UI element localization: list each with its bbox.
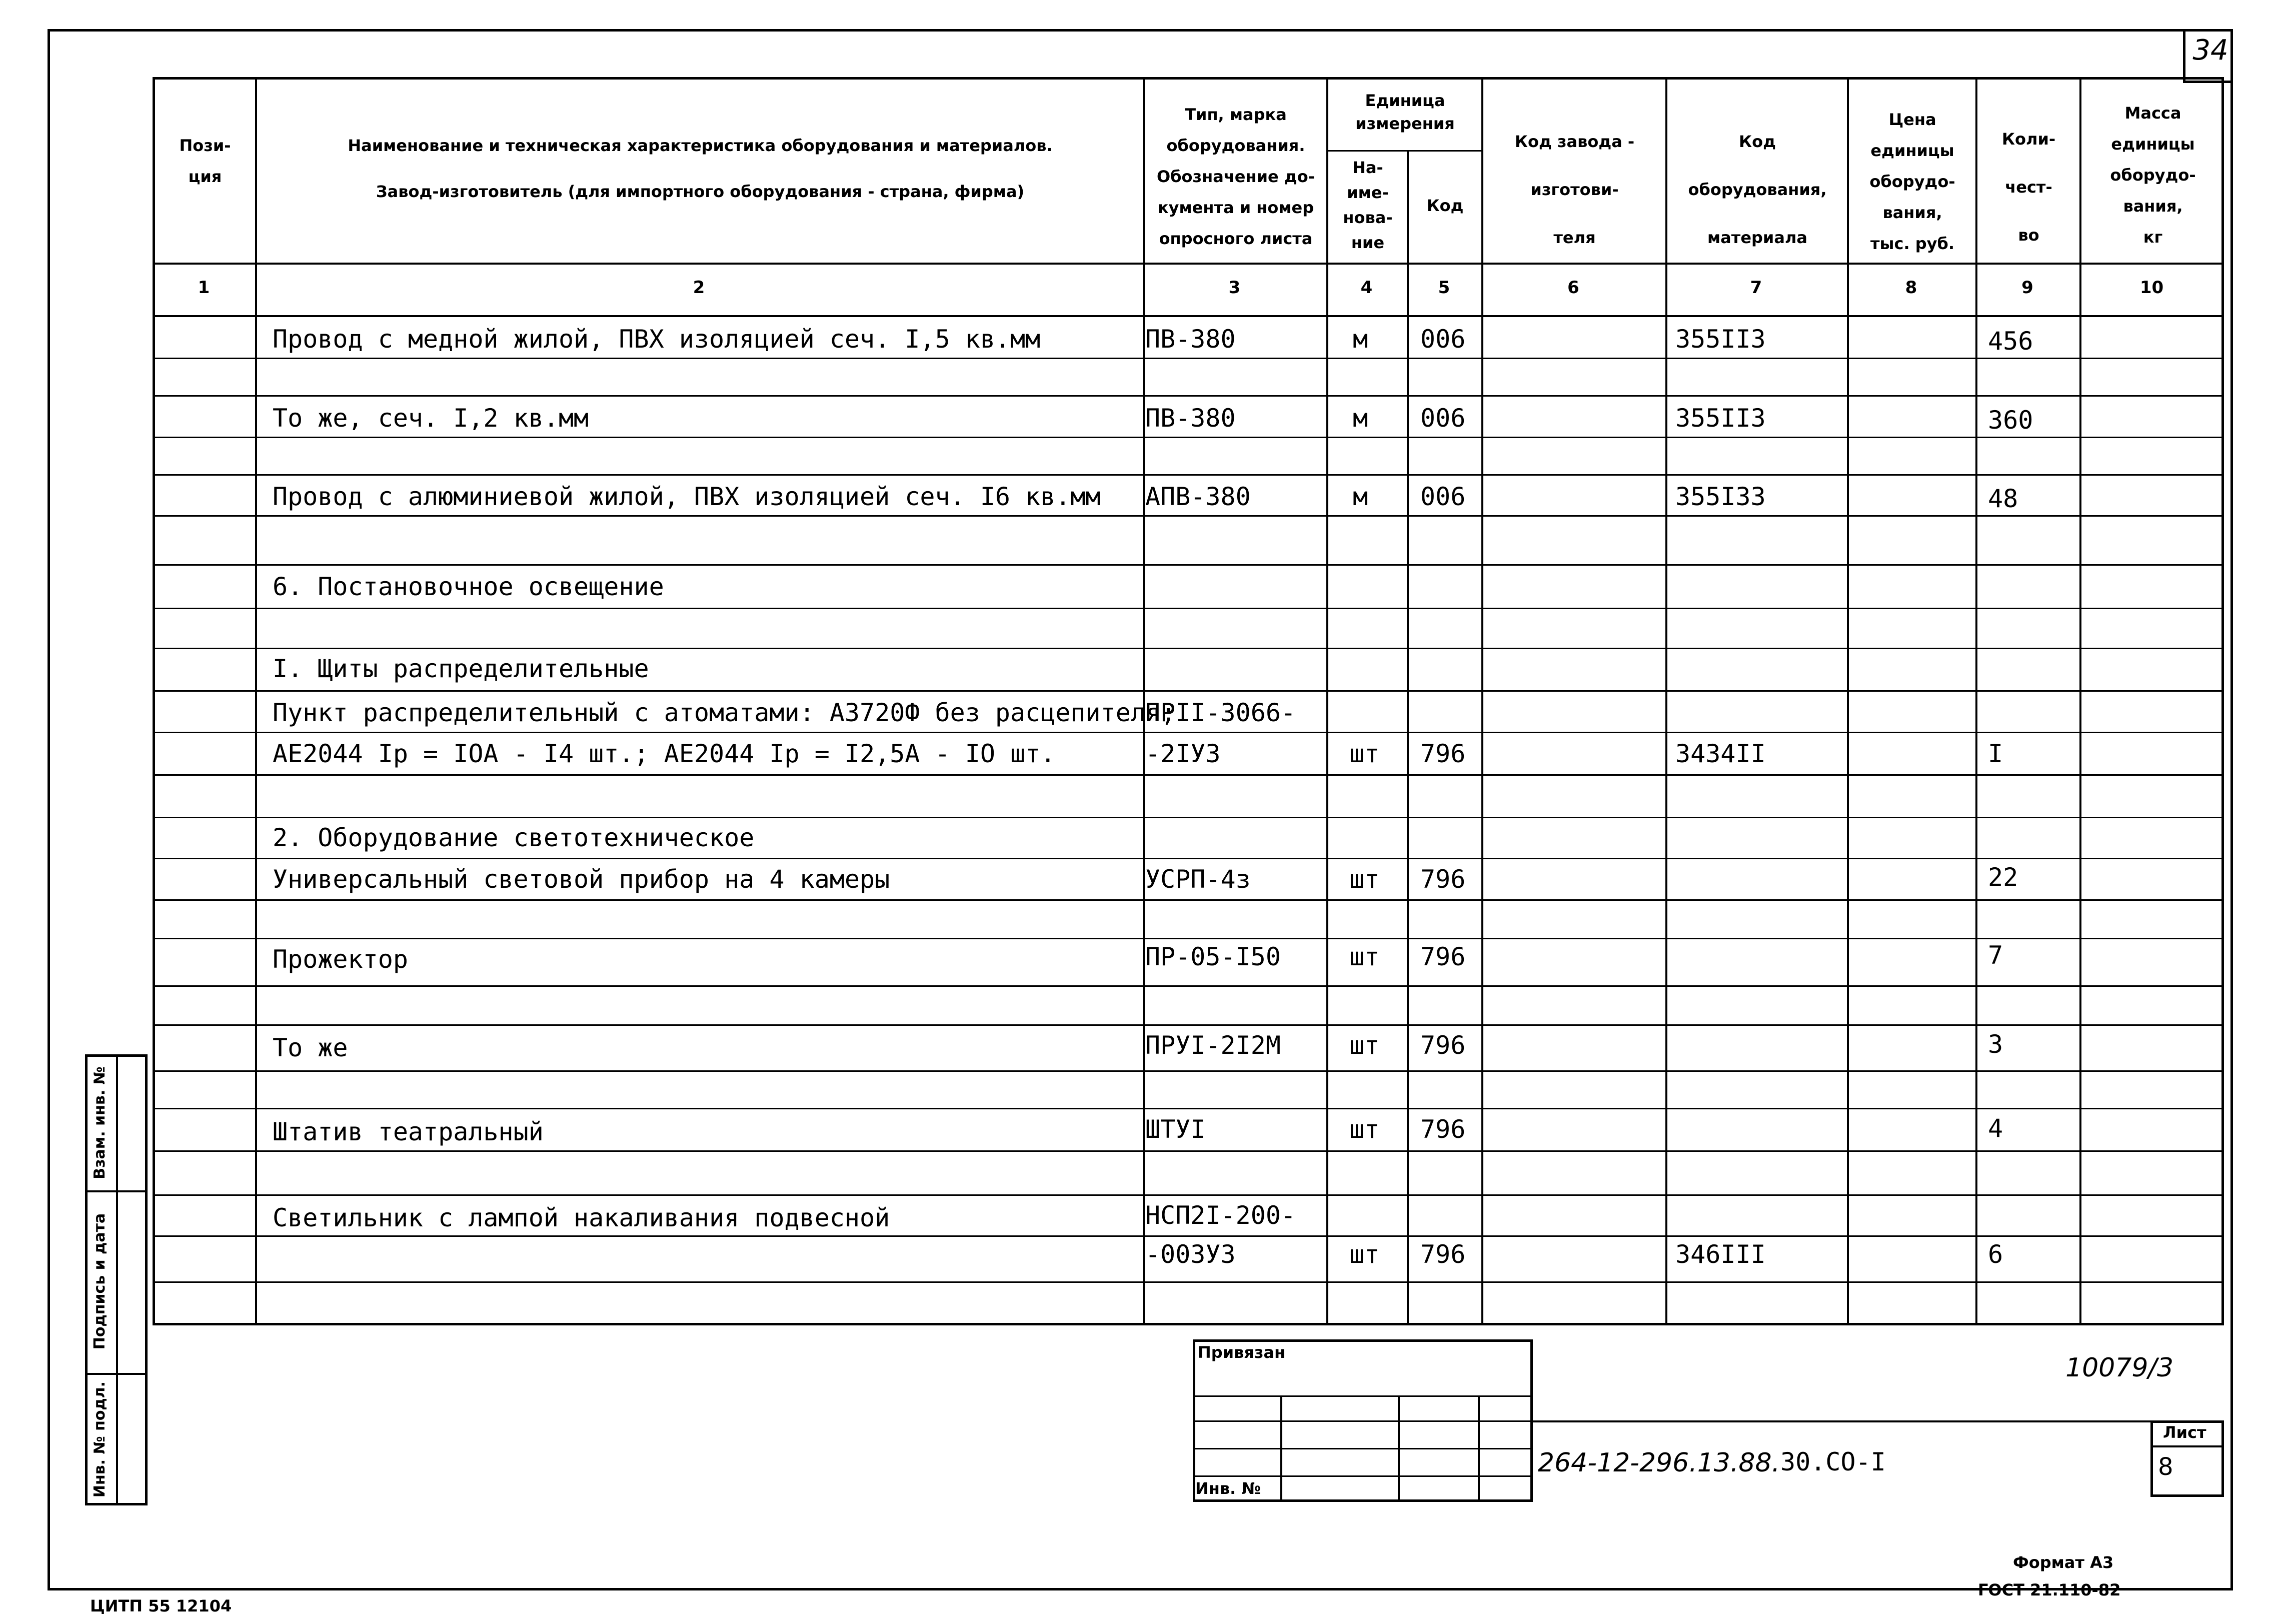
- row-quantity: 3: [1988, 1030, 2003, 1059]
- row-code: 006: [1420, 482, 1466, 511]
- side-label-replaced-inv: Взам. инв. №: [91, 1066, 109, 1179]
- section-heading: I. Щиты распределительные: [273, 654, 649, 683]
- row-name: Универсальный световой прибор на 4 камеры: [273, 865, 890, 894]
- row-code: 796: [1420, 739, 1466, 768]
- row-unit: шт: [1349, 865, 1380, 894]
- row-name: То же: [273, 1033, 348, 1062]
- row-unit: м: [1353, 482, 1368, 511]
- section-heading: 6. Постановочное освещение: [273, 572, 664, 601]
- row-name: То же, сеч. I,2 кв.мм: [273, 404, 589, 433]
- sheet-label: Лист: [2163, 1423, 2206, 1442]
- header-col1: Пози- ция: [179, 136, 231, 186]
- row-unit: м: [1353, 404, 1368, 433]
- row-type: ПРУI-2I2М: [1145, 1031, 1281, 1060]
- header-col8: Цена единицы оборудо- вания, тыс. руб.: [1869, 110, 1955, 253]
- row-code: 796: [1420, 865, 1466, 894]
- row-material-code: 3434II: [1675, 739, 1766, 768]
- colnum-6: 6: [1567, 278, 1579, 298]
- archive-number: 10079/3: [2065, 1353, 2174, 1383]
- row-type: УСРП-4з: [1145, 865, 1251, 894]
- row-type: ПВ-380: [1145, 325, 1236, 354]
- row-unit: шт: [1349, 1240, 1380, 1269]
- row-unit: шт: [1349, 1031, 1380, 1060]
- privyazan-label: Привязан: [1198, 1343, 1286, 1362]
- row-type: ПРII-3066-: [1145, 698, 1296, 727]
- row-name: Пункт распределительный с атоматами: А3720Ф без расцепителя;: [273, 698, 1176, 727]
- row-type: ПР-05-I50: [1145, 942, 1281, 971]
- row-type: -2IУ3: [1145, 739, 1221, 768]
- row-quantity: I: [1988, 739, 2003, 768]
- header-col3: Тип, марка оборудования. Обозначение до- кумента и номер опросного листа: [1157, 105, 1315, 248]
- row-type: ПВ-380: [1145, 404, 1236, 433]
- row-quantity: 7: [1988, 941, 2003, 970]
- column-numbers-divider: [153, 315, 2224, 317]
- colnum-4: 4: [1360, 278, 1373, 298]
- row-quantity: 360: [1988, 406, 2033, 435]
- header-divider: [153, 263, 2224, 265]
- header-col4: На- име- нова- ние: [1343, 158, 1393, 252]
- row-code: 006: [1420, 404, 1466, 433]
- doc-number-handwritten: 264-12-296.13.88.: [1538, 1448, 1780, 1478]
- colnum-9: 9: [2021, 278, 2033, 298]
- header-col5: Код: [1426, 196, 1464, 215]
- header-col9: Коли- чест- во: [2001, 130, 2056, 245]
- row-code: 796: [1420, 1031, 1466, 1060]
- colnum-7: 7: [1750, 278, 1762, 298]
- header-unit: Единица измерения: [1355, 91, 1455, 133]
- row-quantity: 48: [1988, 484, 2018, 513]
- footer-format: Формат А3: [2013, 1553, 2114, 1572]
- row-code: 796: [1420, 1115, 1466, 1144]
- header-col10: Масса единицы оборудо- вания, кг: [2110, 104, 2196, 247]
- row-name: Провод с медной жилой, ПВХ изоляцией сеч. I,5 кв.мм: [273, 325, 1041, 354]
- row-type: НСП2I-200-: [1145, 1201, 1296, 1230]
- row-type: АПВ-380: [1145, 482, 1251, 511]
- colnum-8: 8: [1905, 278, 1917, 298]
- side-label-signature-date: Подпись и дата: [91, 1213, 109, 1350]
- row-type: -003У3: [1145, 1240, 1236, 1269]
- row-quantity: 6: [1988, 1240, 2003, 1269]
- inv-no-label: Инв. №: [1195, 1479, 1261, 1498]
- row-unit: м: [1353, 325, 1368, 354]
- colnum-3: 3: [1228, 278, 1241, 298]
- row-type: ШТУI: [1145, 1115, 1206, 1144]
- row-name: Светильник с лампой накаливания подвесной: [273, 1203, 890, 1232]
- row-code: 796: [1420, 1240, 1466, 1269]
- row-unit: шт: [1349, 1115, 1380, 1144]
- row-name: Штатив театральный: [273, 1117, 544, 1146]
- row-unit: шт: [1349, 942, 1380, 971]
- row-code: 006: [1420, 325, 1466, 354]
- row-quantity: 4: [1988, 1114, 2003, 1143]
- colnum-1: 1: [198, 278, 210, 298]
- row-material-code: 346III: [1675, 1240, 1766, 1269]
- doc-number-typed: 30.СО-I: [1780, 1447, 1886, 1476]
- row-name: АЕ2044 Iр = IOA - I4 шт.; АЕ2044 Iр = I2,5А - IO шт.: [273, 739, 1056, 768]
- sheet-corner-number: 34: [2192, 34, 2228, 67]
- title-block-line: [1533, 1420, 2224, 1422]
- row-material-code: 355I33: [1675, 482, 1766, 511]
- row-material-code: 355II3: [1675, 404, 1766, 433]
- colnum-10: 10: [2139, 278, 2164, 298]
- footer-gost: ГОСТ 21.110-82: [1978, 1580, 2121, 1599]
- row-name: Провод с алюминиевой жилой, ПВХ изоляцией сеч. I6 кв.мм: [273, 482, 1101, 511]
- colnum-2: 2: [693, 278, 705, 298]
- section-heading: 2. Оборудование светотехническое: [273, 823, 755, 852]
- row-quantity: 456: [1988, 327, 2033, 356]
- header-col6: Код завода - изготови- теля: [1514, 132, 1635, 247]
- side-label-original-inv: Инв. № подл.: [91, 1381, 109, 1498]
- row-quantity: 22: [1988, 863, 2018, 892]
- header-col2: Наименование и техническая характеристика оборудования и материалов. Завод-изготовитель (для импортного оборудования - страна, фирма): [348, 136, 1053, 201]
- footer-left: ЦИТП 55 12104: [90, 1596, 232, 1615]
- row-unit: шт: [1349, 739, 1380, 768]
- colnum-5: 5: [1438, 278, 1450, 298]
- row-name: Прожектор: [273, 945, 408, 974]
- header-col7: Код оборудования, материала: [1688, 132, 1827, 247]
- sheet-number: 8: [2158, 1453, 2173, 1481]
- row-code: 796: [1420, 942, 1466, 971]
- row-material-code: 355II3: [1675, 325, 1766, 354]
